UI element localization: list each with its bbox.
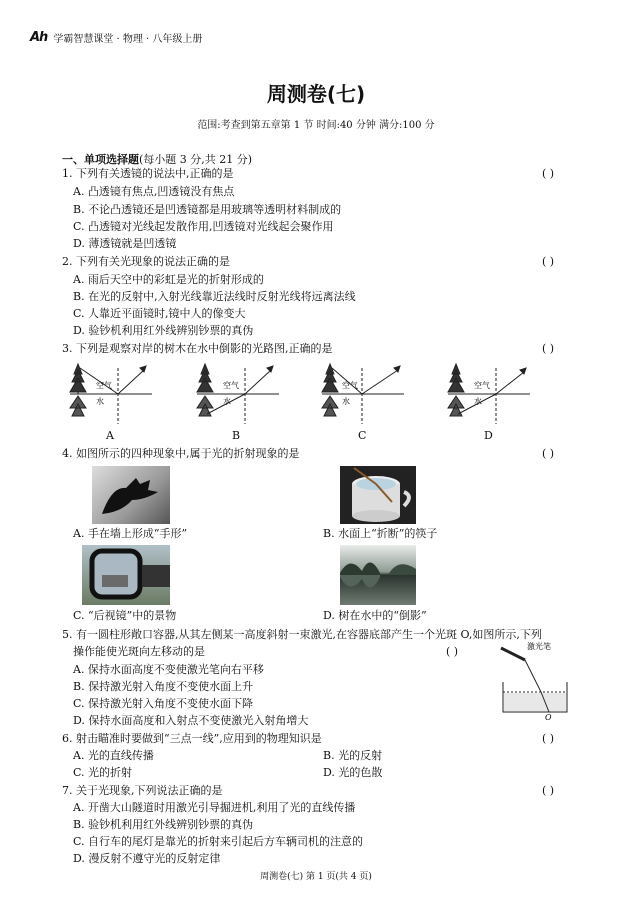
q5-stem-line2: 操作能使光斑向左移动的是 [73, 645, 205, 658]
brand-logo: Ah [30, 30, 48, 45]
page-footer: 周测卷(七) 第 1 页(共 4 页) [260, 872, 372, 882]
q3-diagram-d [444, 358, 534, 428]
q3-label-c: C [358, 429, 367, 442]
q3-c-air-label: 空气 [342, 381, 358, 390]
page-title: 周测卷(七) [266, 82, 366, 106]
q4-caption-c: C. “后视镜”中的景物 [73, 609, 177, 622]
q1-option-b: B. 不论凸透镜还是凹透镜都是用玻璃等透明材料制成的 [73, 203, 342, 216]
q7-option-c: C. 自行车的尾灯是靠光的折射来引起后方车辆司机的注意的 [73, 835, 364, 848]
q6-option-b: B. 光的反射 [323, 749, 383, 762]
q4-photo-rearview-mirror [82, 545, 170, 605]
section-heading [62, 151, 252, 167]
q1-option-d: D. 薄透镜就是凹透镜 [73, 237, 177, 250]
q4-stem: 4. 如图所示的四种现象中,属于光的折射现象的是 [62, 447, 300, 460]
q7-option-a: A. 开凿大山隧道时用激光引导掘进机,利用了光的直线传播 [73, 801, 356, 814]
q1-option-a: A. 凸透镜有焦点,凹透镜没有焦点 [73, 185, 235, 198]
q4-photo-chopstick-cup [340, 466, 416, 524]
page-header [30, 30, 202, 45]
q7-stem: 7. 关于光现象,下列说法正确的是 [62, 784, 223, 797]
q5-spot-label: O [545, 713, 552, 720]
q2-option-c: C. 人靠近平面镜时,镜中人的像变大 [73, 307, 246, 320]
q5-option-d: D. 保持水面高度和入射点不变使激光入射角增大 [73, 714, 309, 727]
q3-answer-blank[interactable]: ( ) [542, 342, 555, 355]
q5-answer-blank[interactable]: ( ) [446, 645, 459, 658]
q3-label-d: D [484, 429, 493, 442]
q2-stem: 2. 下列有关光现象的说法正确的是 [62, 255, 230, 268]
q3-label-a: A [106, 429, 114, 442]
q6-option-d: D. 光的色散 [323, 766, 383, 779]
q6-option-a: A. 光的直线传播 [73, 749, 154, 762]
q7-option-d: D. 漫反射不遵守光的反射定律 [73, 852, 221, 865]
q5-laser-label: 激光笔 [527, 642, 551, 651]
q1-stem: 1. 下列有关透镜的说法中,正确的是 [62, 167, 234, 180]
q7-option-b: B. 验钞机利用红外线辨别钞票的真伪 [73, 818, 254, 831]
q3-a-water-label: 水 [96, 397, 104, 406]
q3-b-water-label: 水 [223, 397, 231, 406]
q2-option-a: A. 雨后天空中的彩虹是光的折射形成的 [73, 273, 264, 286]
q3-a-air-label: 空气 [96, 381, 112, 390]
section-label: 一、单项选择题 [62, 153, 139, 166]
q3-d-air-label: 空气 [474, 381, 490, 390]
q5-stem-line1: 5. 有一圆柱形敞口容器,从其左侧某一高度斜射一束激光,在容器底部产生一个光斑 O,如图所示,下列 [62, 628, 542, 641]
series-title: 学霸智慧课堂 · 物理 · 八年级上册 [53, 34, 203, 45]
q2-option-b: B. 在光的反射中,入射光线靠近法线时反射光线将远离法线 [73, 290, 356, 303]
q6-answer-blank[interactable]: ( ) [542, 732, 555, 745]
q3-b-air-label: 空气 [223, 381, 239, 390]
q3-c-water-label: 水 [342, 397, 350, 406]
q7-answer-blank[interactable]: ( ) [542, 784, 555, 797]
section-note: (每小题 3 分,共 21 分) [139, 153, 253, 166]
q5-option-c: C. 保持激光射入角度不变使水面下降 [73, 697, 254, 710]
q3-label-b: B [232, 429, 241, 442]
q1-answer-blank[interactable]: ( ) [542, 167, 555, 180]
q3-diagram-c [318, 358, 408, 428]
q5-laser-container-diagram [495, 638, 575, 720]
q4-caption-b: B. 水面上“折断”的筷子 [323, 527, 438, 540]
q4-answer-blank[interactable]: ( ) [542, 447, 555, 460]
q3-diagram-a [66, 358, 156, 428]
q1-option-c: C. 凸透镜对光线起发散作用,凹透镜对光线起会聚作用 [73, 220, 334, 233]
exam-range: 范围:考查到第五章第 1 节 时间:40 分钟 满分:100 分 [197, 120, 435, 131]
q4-photo-hand-shadow [92, 466, 170, 524]
q3-stem: 3. 下列是观察对岸的树木在水中倒影的光路图,正确的是 [62, 342, 333, 355]
q4-photo-tree-reflection [340, 545, 416, 605]
q3-diagram-b [193, 358, 283, 428]
q4-caption-a: A. 手在墙上形成“手形” [73, 527, 188, 540]
q6-option-c: C. 光的折射 [73, 766, 133, 779]
q3-d-water-label: 水 [474, 397, 482, 406]
q2-answer-blank[interactable]: ( ) [542, 255, 555, 268]
q6-stem: 6. 射击瞄准时要做到“三点一线”,应用到的物理知识是 [62, 732, 322, 745]
q4-caption-d: D. 树在水中的“倒影” [323, 609, 427, 622]
q5-option-a: A. 保持水面高度不变使激光笔向右平移 [73, 663, 264, 676]
q5-option-b: B. 保持激光射入角度不变使水面上升 [73, 680, 254, 693]
q2-option-d: D. 验钞机利用红外线辨别钞票的真伪 [73, 324, 254, 337]
